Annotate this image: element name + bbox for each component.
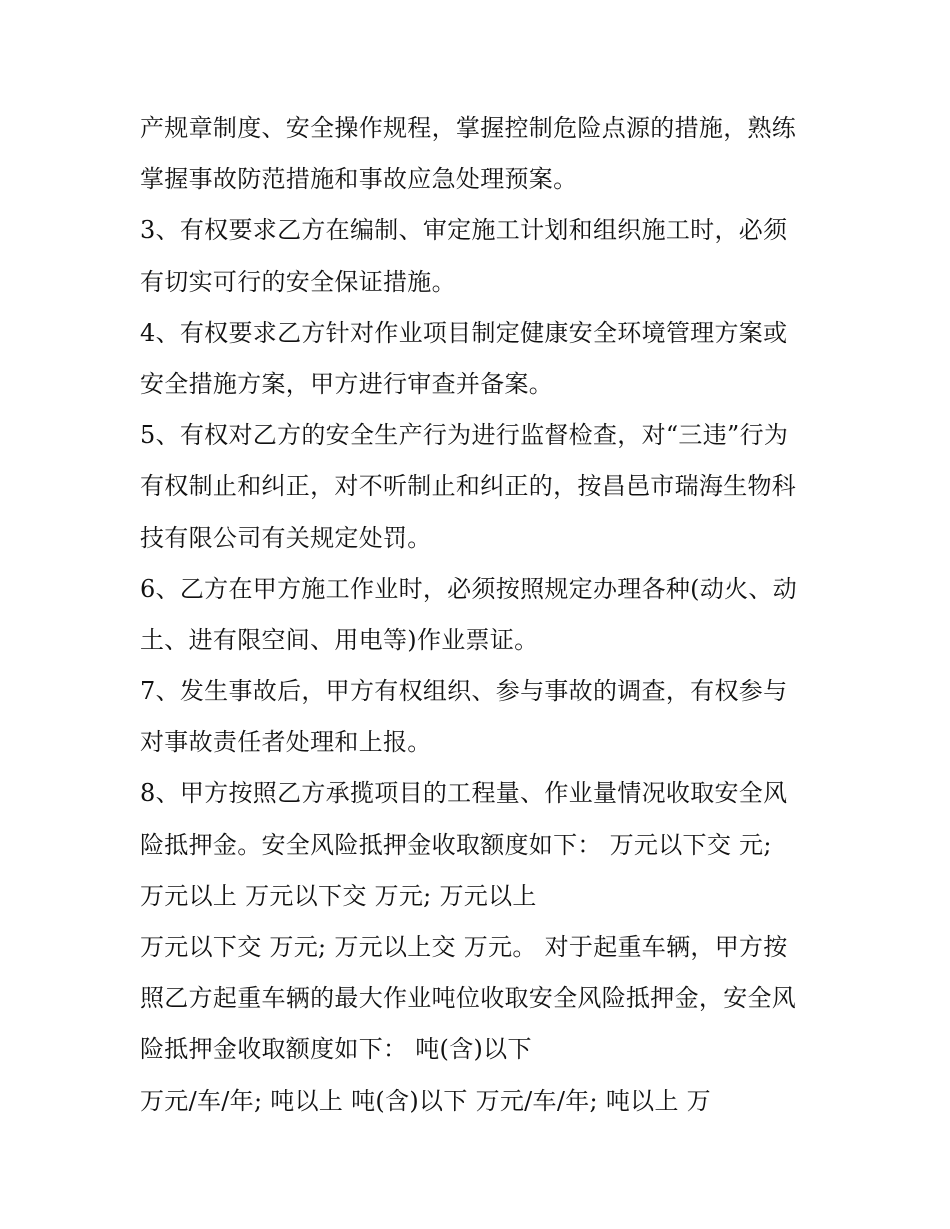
text-line: 产规章制度、安全操作规程，掌握控制危险点源的措施，熟练 (140, 114, 797, 142)
text-line: 万元以上 万元以下交 万元; 万元以上 (140, 881, 537, 910)
text-line: 对事故责任者处理和上报。 (140, 728, 432, 757)
text-line: 掌握事故防范措施和事故应急处理预案。 (140, 165, 578, 194)
text-line: 有切实可行的安全保证措施。 (140, 267, 456, 296)
text-line: 技有限公司有关规定处罚。 (140, 523, 432, 552)
text-line: 3、有权要求乙方在编制、审定施工计划和组织施工时，必须 (140, 216, 788, 245)
text-line: 5、有权对乙方的安全生产行为进行监督检查，对“三违”行为 (140, 421, 789, 450)
text-line: 安全措施方案，甲方进行审查并备案。 (140, 369, 554, 398)
text-line: 有权制止和纠正，对不听制止和纠正的，按昌邑市瑞海生物科 (140, 472, 797, 501)
text-line: 万元/车/年; 吨以上 吨(含)以下 万元/车/年; 吨以上 万 (140, 1086, 711, 1115)
text-line: 4、有权要求乙方针对作业项目制定健康安全环境管理方案或 (140, 318, 788, 347)
text-line: 险抵押金。安全风险抵押金收取额度如下： 万元以下交 元; (140, 830, 772, 859)
text-line: 8、甲方按照乙方承揽项目的工程量、作业量情况收取安全风 (140, 779, 788, 808)
text-line: 土、进有限空间、用电等)作业票证。 (140, 625, 539, 654)
text-line: 6、乙方在甲方施工作业时，必须按照规定办理各种(动火、动 (140, 574, 798, 603)
text-line: 险抵押金收取额度如下： 吨(含)以下 (140, 1035, 532, 1064)
text-line: 万元以下交 万元; 万元以上交 万元。 对于起重车辆，甲方按 (140, 933, 788, 961)
text-line: 7、发生事故后，甲方有权组织、参与事故的调查，有权参与 (140, 677, 788, 706)
body-text (140, 103, 830, 1127)
text-line: 照乙方起重车辆的最大作业吨位收取安全风险抵押金，安全风 (140, 984, 797, 1013)
